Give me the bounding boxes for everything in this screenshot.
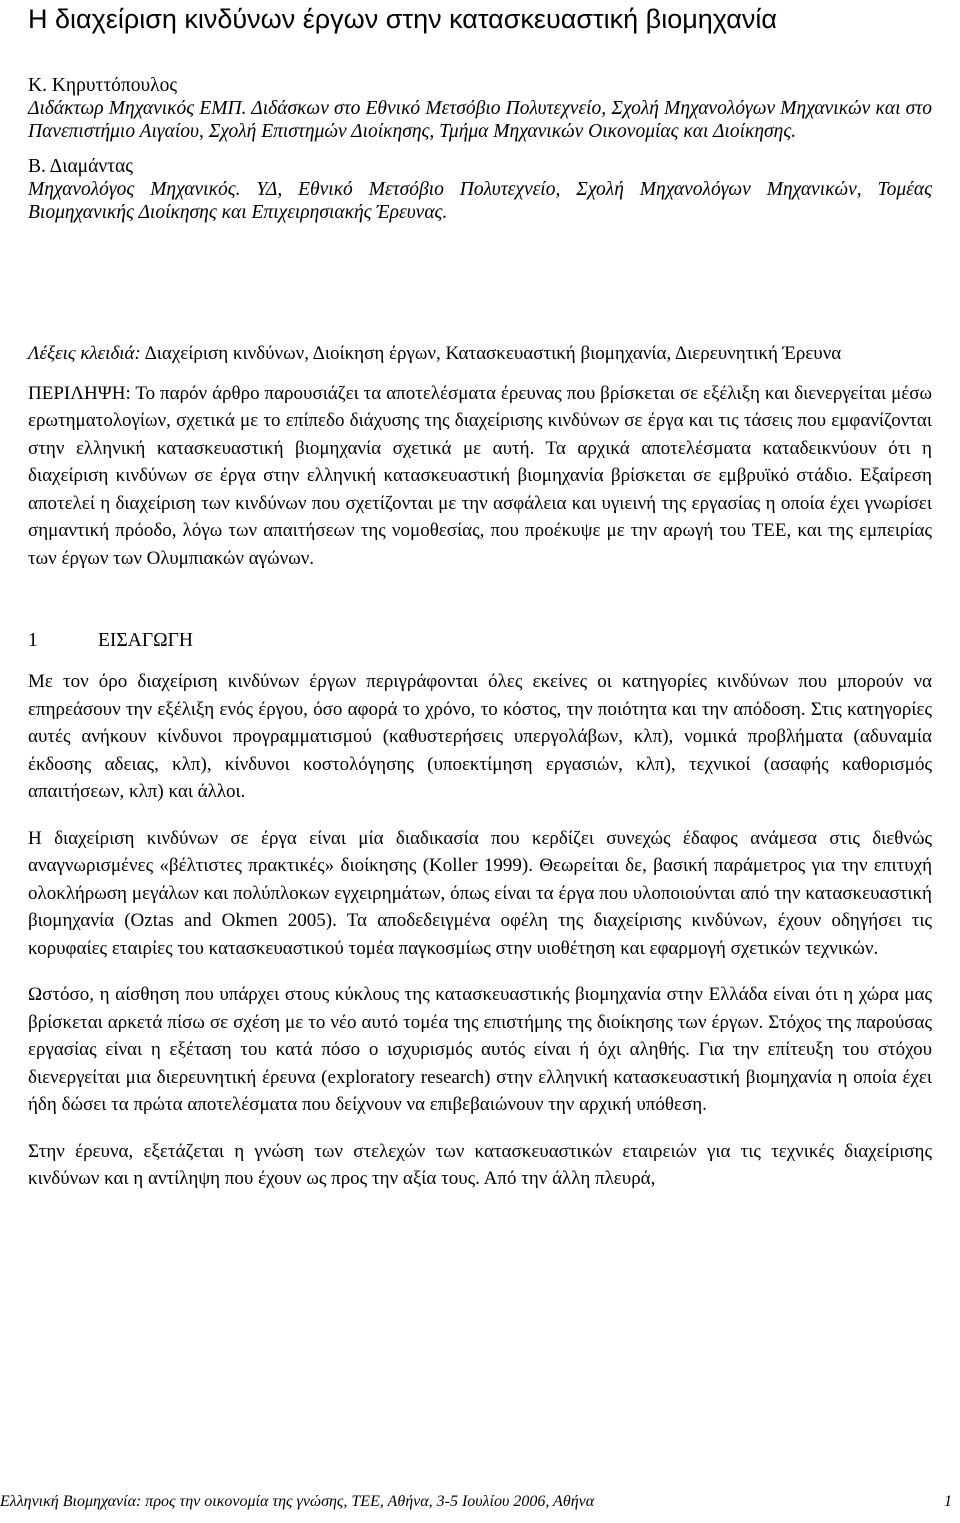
- paragraph: Η διαχείριση κινδύνων σε έργα είναι μία διαδικασία που κερδίζει συνεχώς έδαφος ανάμεσα στις διεθνώς αναγνωρισμένες «βέλτιστες πρακτικές» διοίκησης (Koller 1999). Θεωρείται δε, βασική παράμετρος για την επιτυχή ολοκλήρωση μεγάλων και πολύπλοκων εγχειρημάτων, όπως είναι τα έργα που υλοποιούνται από την κατασκευαστική βιομηχανία (Oztas and Okmen 2005). Τα αποδεδειγμένα οφέλη της διαχείρισης κινδύνων, έχουν οδηγήσει τις κορυφαίες εταιρίες του κατασκευαστικού τομέα παγκοσμίως στην υιοθέτηση και εφαρμογή σχετικών τεχνικών.: [28, 827, 932, 959]
- section-number: 1: [28, 630, 38, 651]
- section-heading: [28, 627, 932, 654]
- page-footer: [0, 1492, 956, 1512]
- author-name: Β. Διαμάντας: [28, 156, 133, 177]
- section-title: ΕΙΣΑΓΩΓΗ: [98, 630, 193, 651]
- paper-body: [28, 340, 932, 1193]
- keywords: [28, 340, 932, 368]
- footer-text: Ελληνική Βιομηχανία: προς την οικονομία της γνώσης, ΤΕΕ, Αθήνα, 3-5 Ιουλίου 2006, Αθήνα: [0, 1493, 595, 1510]
- paragraph: Με τον όρο διαχείριση κινδύνων έργων περιγράφονται όλες εκείνες οι κατηγορίες κινδύνων που μπορούν να επηρεάσουν την εξέλιξη ενός έργου, όσο αφορά το χρόνο, το κόστος, την ποιότητα και την απόδοση. Στις κατηγορίες αυτές ανήκουν κίνδυνοι προγραμματισμού (καθυστερήσεις υπεργολάβων, κλπ), νομικά προβλήματα (αδυναμία έκδοσης αδειας, κλπ), κίνδυνοι κοστολόγησης (υποεκτίμηση εργασιών, κλπ), τεχνικοί (ασαφής καθορισμός απαιτήσεων, κλπ) και άλλοι.: [28, 671, 932, 802]
- abstract: ΠΕΡΙΛΗΨΗ: Το παρόν άρθρο παρουσιάζει τα αποτελέσματα έρευνας που βρίσκεται σε εξέλιξη και διενεργείται μέσω ερωτηματολογίων, σχετικά με το επίπεδο διάχυσης της διαχείρισης κινδύνων σε έργα και τις τάσεις που εμφανίζονται στην ελληνική κατασκευαστική βιομηχανία σχετικά με αυτή. Τα αρχικά αποτελέσματα καταδεικνύουν ότι η διαχείριση κινδύνων σε έργα στην ελληνική κατασκευαστική βιομηχανία βρίσκεται σε εμβρυϊκό στάδιο. Εξαίρεση αποτελεί η διαχείριση των κινδύνων που σχετίζονται με την ασφάλεια και υγιεινή της εργασίας η οποία έχει γνωρίσει σημαντική πρόοδο, λόγω των απαιτήσεων της νομοθεσίας, που προέκυψε με την αρωγή του ΤΕΕ, και της εμπειρίας των έργων των Ολυμπιακών αγώνων.: [28, 382, 932, 569]
- paragraph: Στην έρευνα, εξετάζεται η γνώση των στελεχών των κατασκευαστικών εταιρειών για τις τεχνικές διαχείρισης κινδύνων και η αντίληψη που έχουν ως προς την αξία τους. Από την άλλη πλευρά,: [28, 1140, 932, 1189]
- author-affiliation: Μηχανολόγος Μηχανικός. ΥΔ, Εθνικό Μετσόβιο Πολυτεχνείο, Σχολή Μηχανολόγων Μηχανικών, Τομέας Βιομηχανικής Διοίκησης και Επιχειρησιακής Έρευνας.: [28, 179, 932, 223]
- paper-title: Η διαχείριση κινδύνων έργων στην κατασκευαστική βιομηχανία: [28, 4, 777, 34]
- author-name: Κ. Κηρυττόπουλος: [28, 75, 178, 96]
- keywords-label: Λέξεις κλειδιά:: [28, 343, 141, 364]
- paragraph: Ωστόσο, η αίσθηση που υπάρχει στους κύκλους της κατασκευαστικής βιομηχανία στην Ελλάδα είναι ότι η χώρα μας βρίσκεται αρκετά πίσω σε σχέση με το νέο αυτό τομέα της επιστήμης της διοίκησης των έργων. Στόχος της παρούσας εργασίας είναι η εξέταση του κατά πόσο ο ισχυρισμός αυτός είναι ή όχι αληθής. Για την επίτευξη του στόχου διενεργείται μια διερευνητική έρευνα (exploratory research) στην ελληνική κατασκευαστική βιομηχανία η οποία έχει ήδη δώσει τα πρώτα αποτελέσματα που δείχνουν να επιβεβαιώνουν την αρχική υπόθεση.: [28, 984, 932, 1115]
- page-number: 1: [944, 1493, 952, 1510]
- author-block: [28, 74, 932, 224]
- keywords-text: Διαχείριση κινδύνων, Διοίκηση έργων, Κατασκευαστική βιομηχανία, Διερευνητική Έρευνα: [144, 343, 842, 364]
- author-affiliation: Διδάκτωρ Μηχανικός ΕΜΠ. Διδάσκων στο Εθνικό Μετσόβιο Πολυτεχνείο, Σχολή Μηχανολόγων Μηχανικών και στο Πανεπιστήμιο Αιγαίου, Σχολή Επιστημών Διοίκησης, Τμήμα Μηχανικών Οικονομίας και Διοίκησης.: [28, 98, 932, 142]
- author-entry: [28, 155, 932, 224]
- author-entry: [28, 74, 932, 143]
